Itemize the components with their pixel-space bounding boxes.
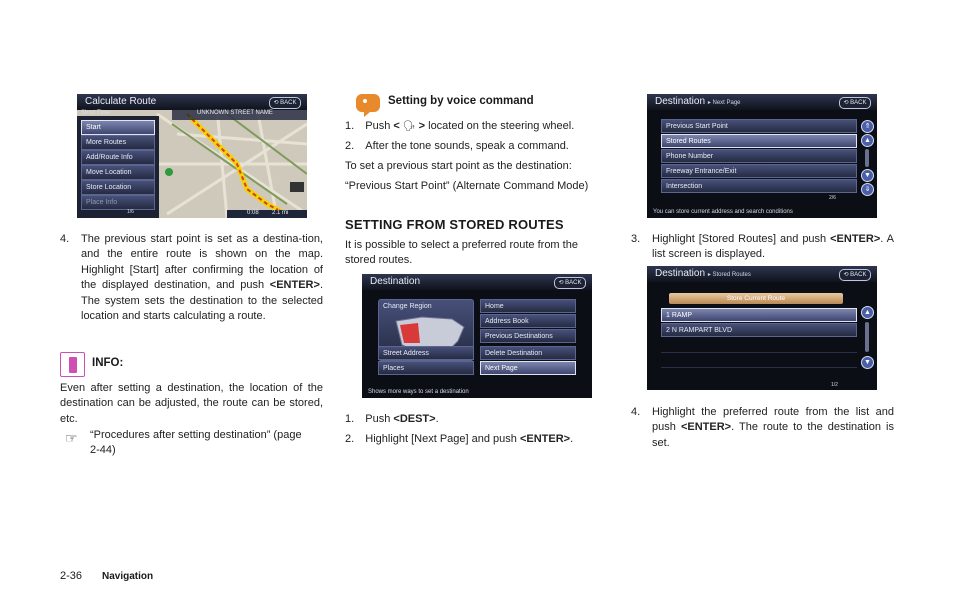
info-icon: [60, 352, 85, 377]
store-current-route-button[interactable]: Store Current Route: [669, 293, 843, 304]
menu-item-move-location[interactable]: Move Location: [81, 165, 155, 180]
bracket-close: >: [415, 120, 426, 132]
delete-destination-button[interactable]: Delete Destination: [480, 346, 576, 360]
step-text: Highlight the preferred route from the list and push: [652, 406, 894, 434]
back-label: BACK: [565, 280, 582, 286]
places-button[interactable]: Places: [378, 361, 474, 375]
route-type-label: Short Time: [81, 110, 111, 116]
back-button[interactable]: ⟲ BACK: [839, 269, 871, 281]
menu-item-place-info[interactable]: Place Info: [81, 195, 155, 210]
address-book-button[interactable]: Address Book: [480, 314, 576, 328]
page-up-icon[interactable]: ⇑: [861, 120, 874, 133]
section-heading: SETTING FROM STORED ROUTES: [345, 217, 564, 232]
page-indicator: 1/2: [831, 382, 838, 388]
street-address-button[interactable]: Street Address: [378, 346, 474, 360]
scroll-up-icon[interactable]: ▲: [861, 134, 874, 147]
right-step-3: [631, 232, 894, 263]
enter-key: <ENTER>: [519, 433, 571, 445]
route-time: 0:08: [247, 210, 259, 216]
step-number: 3.: [631, 233, 641, 245]
home-button[interactable]: Home: [480, 299, 576, 313]
info-label: INFO:: [92, 357, 124, 369]
step-number: 4.: [60, 233, 70, 245]
street-name: UNKNOWN STREET NAME: [197, 110, 273, 116]
scrollbar[interactable]: [865, 322, 869, 352]
step-text-end: located on the steering wheel.: [425, 120, 575, 132]
right-step-4: [631, 405, 894, 451]
screen-title: Destination: [370, 276, 421, 287]
screen-title: Destination: [655, 268, 706, 279]
dest-key: <DEST>: [393, 413, 436, 425]
step-text: Highlight [Stored Routes] and push: [652, 233, 831, 245]
back-button[interactable]: ⟲ BACK: [839, 97, 871, 109]
back-button[interactable]: ⟲ BACK: [269, 97, 301, 109]
page-indicator: 1/6: [127, 209, 134, 215]
reference-text: “Procedures after setting destination” (page 2-44): [90, 429, 302, 457]
step-number: 1.: [345, 120, 355, 132]
dest-step-1: [345, 412, 610, 427]
stored-routes-item[interactable]: Stored Routes: [661, 134, 857, 148]
step-text: After the tone sounds, speak a command.: [365, 140, 569, 152]
step-text-end: . A list screen is displayed.: [652, 233, 894, 261]
next-page-button[interactable]: Next Page: [480, 361, 576, 375]
screen-subtitle: ▸ Next Page: [707, 100, 741, 106]
scroll-up-icon[interactable]: ▲: [861, 306, 874, 319]
back-button[interactable]: ⟲ BACK: [554, 277, 586, 289]
menu-item-start[interactable]: Start: [81, 120, 155, 135]
back-label: BACK: [850, 100, 867, 106]
step-text: Highlight [Next Page] and push: [365, 433, 520, 445]
scroll-down-icon[interactable]: ▼: [861, 356, 874, 369]
calculate-route-screenshot: [77, 94, 307, 218]
step-text: Push: [365, 120, 394, 132]
step-number: 2.: [345, 140, 355, 152]
voice-command: “Previous Start Point” (Alternate Command Mode): [345, 180, 589, 192]
back-label: BACK: [280, 100, 297, 106]
stored-routes-screenshot: [647, 266, 877, 390]
back-label: BACK: [850, 272, 867, 278]
reference-hand-icon: ☞: [65, 430, 78, 446]
left-step-4: [60, 232, 323, 324]
screen-title: Calculate Route: [85, 96, 157, 107]
enter-key: <ENTER>: [830, 233, 881, 245]
step-text-end: . The system sets the destination to the selected location and starts calculating a route.: [81, 279, 323, 323]
scroll-down-icon[interactable]: ▼: [861, 169, 874, 182]
destination-screenshot: [362, 274, 592, 398]
status-bar: You can store current address and search conditions: [647, 207, 877, 218]
stored-route-item-2[interactable]: 2 N RAMPART BLVD: [661, 323, 857, 337]
step-text: The previous start point is set as a destina-tion, and the entire route is shown on the map. Highlight [Start] after confirming the location of the displayed destination, and push: [81, 233, 323, 292]
step-text-end: . The route to the destination is set.: [652, 421, 894, 449]
voice-step-1: [345, 119, 610, 134]
step-number: 1.: [345, 413, 355, 425]
screen-subtitle: ▸ Stored Routes: [707, 272, 751, 278]
screen-title: Destination: [655, 96, 706, 107]
enter-key: <ENTER>: [680, 421, 732, 434]
stored-route-item-1[interactable]: 1 RAMP: [661, 308, 857, 322]
step-text-end: .: [570, 433, 574, 445]
page-indicator: 2/6: [829, 195, 836, 201]
menu-item-store-location[interactable]: Store Location: [81, 180, 155, 195]
page-number: 2-36: [60, 570, 83, 582]
scrollbar[interactable]: [865, 149, 869, 167]
empty-row: [661, 338, 857, 353]
section-name: Navigation: [102, 571, 154, 582]
intersection-item[interactable]: Intersection: [661, 179, 857, 193]
enter-key: <ENTER>: [269, 279, 320, 292]
voice-step-2: [345, 139, 610, 154]
step-number: 4.: [631, 406, 641, 418]
menu-item-route-info[interactable]: Add/Route Info: [81, 150, 155, 165]
step-text-end: .: [435, 413, 439, 425]
bracket-open: <: [393, 120, 403, 132]
phone-number-item[interactable]: Phone Number: [661, 149, 857, 163]
status-bar: Shows more ways to set a destination: [362, 387, 592, 398]
menu-item-more-routes[interactable]: More Routes: [81, 135, 155, 150]
voice-command-icon: [354, 92, 382, 118]
dest-step-2: [345, 432, 615, 447]
empty-row: [661, 353, 857, 368]
freeway-entrance-exit-item[interactable]: Freeway Entrance/Exit: [661, 164, 857, 178]
previous-start-point-item[interactable]: Previous Start Point: [661, 119, 857, 133]
section-text: It is possible to select a preferred route from the stored routes.: [345, 239, 578, 267]
previous-destinations-button[interactable]: Previous Destinations: [480, 329, 576, 343]
destination-next-page-screenshot: [647, 94, 877, 218]
page-down-icon[interactable]: ⇓: [861, 183, 874, 196]
info-text: Even after setting a destination, the location of the destination can be adjusted, the route can be stored, etc.: [60, 382, 323, 425]
change-region-label: Change Region: [383, 303, 432, 310]
voice-intro: To set a previous start point as the destination:: [345, 160, 572, 172]
step-number: 2.: [345, 433, 355, 445]
route-distance: 2.1 mi: [272, 210, 289, 216]
voice-section-title: Setting by voice command: [388, 95, 534, 107]
step-text: Push: [365, 413, 394, 425]
talk-switch-icon: 🗣: [402, 121, 416, 132]
